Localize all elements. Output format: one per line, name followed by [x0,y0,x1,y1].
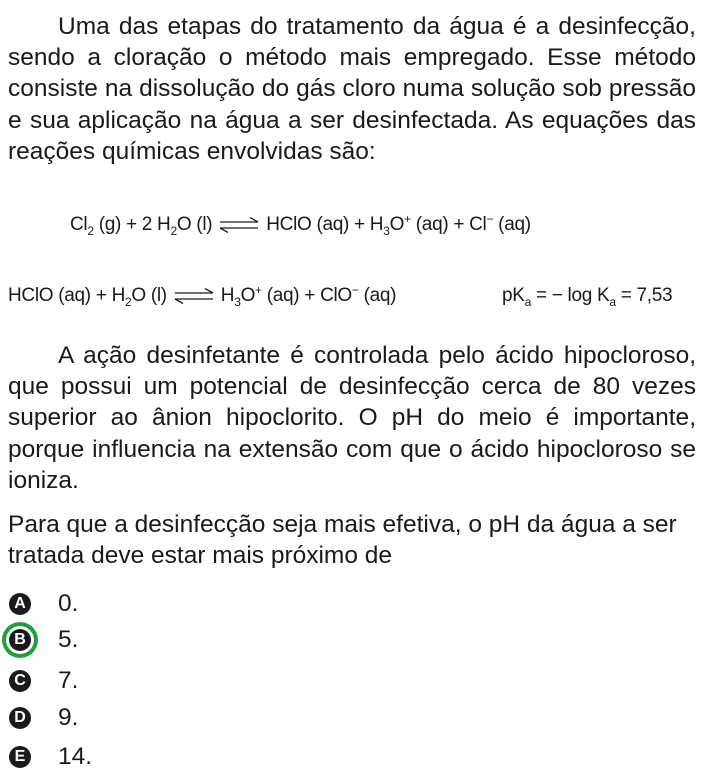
option-d[interactable] [6,701,78,735]
option-text: 9. [58,704,79,731]
option-text: 14. [58,743,93,770]
explanation-paragraph: A ação desinfetante é controlada pelo ácido hipocloroso, que possui um potencial de desinfecção cerca de 80 vezes superior ao ânion hipoclorito. O pH do meio é importante, porque influencia na extensão com que o ácido hipocloroso se ioniza. [8,342,696,494]
option-a[interactable] [6,587,78,621]
option-letter-badge-selected: B [9,629,31,651]
question-stem: Para que a desinfecção seja mais efetiva, o pH da água a ser tratada deve estar mais próximo de [8,511,677,570]
option-text: 5. [58,626,79,653]
option-text: 0. [58,590,79,617]
chemical-equation-1: $Cl_2$ (g) + 2 $H_2O$ (l) HClO $(aq) + H_3O^+$ (aq) + Cl− (aq) [70,212,531,238]
chemical-equation-2: HClO $(aq) + H_2O$ (l) $H_3O^+$ (aq) + ClO− (aq) [8,283,397,309]
option-text: 7. [58,667,79,694]
option-letter-badge: C [9,670,31,692]
option-c[interactable] [6,664,78,698]
option-e[interactable] [6,740,92,774]
option-letter-badge: D [9,707,31,729]
option-letter-badge: E [9,746,31,768]
intro-paragraph: Uma das etapas do tratamento da água é a desinfecção, sendo a cloração o método mais empregado. Esse método consiste na dissolução do gás cloro numa solução sob pressão e sua aplicação na água a ser desinfectada. As equações das reações químicas envolvidas são: [8,13,696,165]
equilibrium-arrow-icon [174,288,214,304]
option-letter-badge: A [9,593,31,615]
pka-expression: $pK_a$ = − $\log K_a = 7,53$ [502,285,673,309]
option-b[interactable] [6,623,78,657]
equilibrium-arrow-icon [219,217,259,233]
